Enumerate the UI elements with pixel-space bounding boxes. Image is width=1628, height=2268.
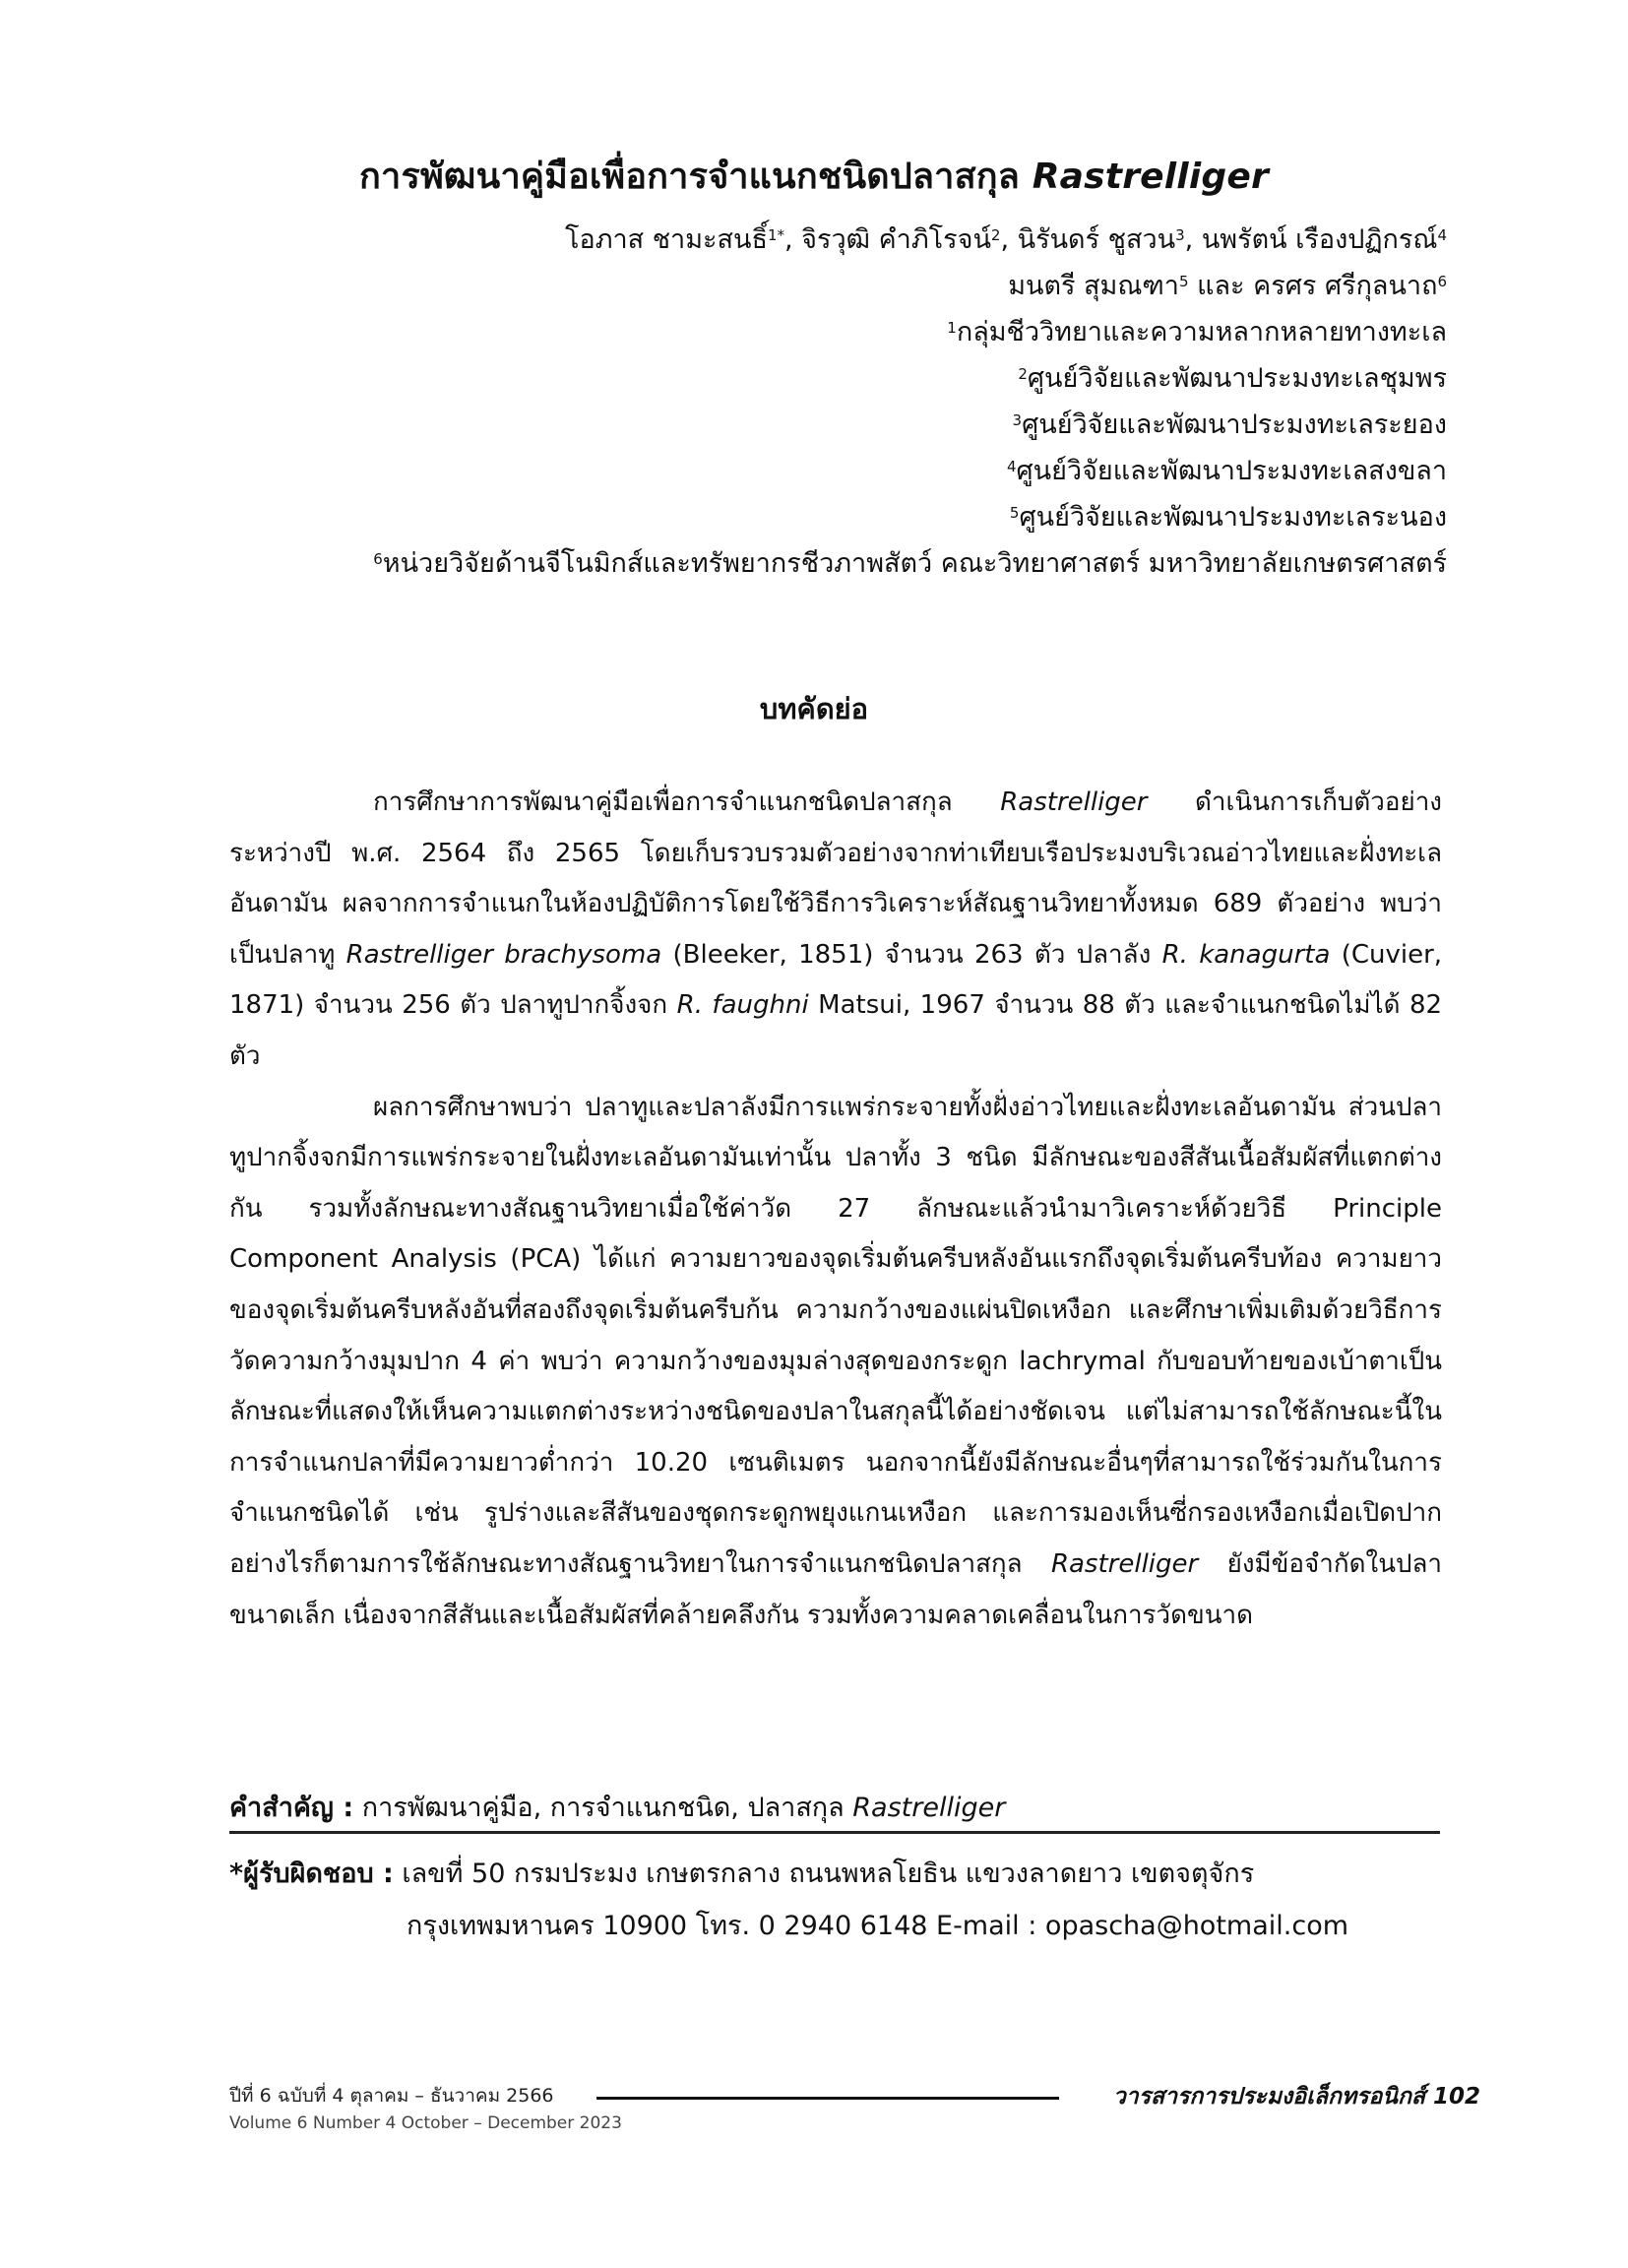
issue-thai: ปีที่ 6 ฉบับที่ 4 ตุลาคม – ธันวาคม 2566	[229, 2085, 554, 2107]
paper-title: การพัฒนาคู่มือเพื่อการจำแนกชนิดปลาสกุล Rastrelliger	[359, 157, 1269, 197]
footer-issue	[229, 2082, 622, 2137]
corresponding-label: *ผู้รับผิดชอบ :	[229, 1858, 394, 1889]
author-name: ครศร ศรีกุลนาถ	[1253, 271, 1438, 301]
corresponding-contact: กรุงเทพมหานคร 10900 โทร. 0 2940 6148 E-mail : opascha@hotmail.com	[407, 1911, 1349, 1941]
author-name: โอภาส ชามะสนธิ์	[564, 224, 768, 255]
footer-divider	[596, 2097, 1059, 2100]
author-line-2: มนตรี สุมณฑา$^5$ และ ครศร ศรีกุลนาถ$^6$	[1008, 271, 1447, 301]
genus-name: Rastrelliger	[852, 1793, 1006, 1823]
page-number: 102	[1432, 2084, 1480, 2110]
issue-english: Volume 6 Number 4 October – December 2023	[229, 2113, 622, 2133]
abstract-paragraph-1: การศึกษาการพัฒนาคู่มือเพื่อการจำแนกชนิดปลาสกุล Rastrelliger ดำเนินการเก็บตัวอย่างระหว่างปี พ.ศ. 2564 ถึง 2565 โดยเก็บรวบรวมตัวอย่างจากท่าเทียบเรือประมงบริเวณอ่าวไทยและฝั่งทะเลอันดามัน ผลจากการจำแนกในห้องปฏิบัติการโดยใช้วิธีการวิเคราะห์สัณฐานวิทยาทั้งหมด 689 ตัวอย่าง พบว่าเป็นปลาทู Rastrelliger brachysoma (Bleeker, 1851) จำนวน 263 ตัว ปลาลัง R. kanagurta (Cuvier, 1871) จำนวน 256 ตัว ปลาทูปากจิ้งจก R. faughni Matsui, 1967 จำนวน 88 ตัว และจำแนกชนิดไม่ได้ 82 ตัว	[229, 788, 1443, 1071]
title-genus: Rastrelliger	[1032, 157, 1269, 197]
genus-name: Rastrelliger	[1050, 1548, 1199, 1579]
species-name: R. faughni	[676, 990, 809, 1021]
section-divider	[229, 1831, 1440, 1834]
affiliation: $^5$ศูนย์วิจัยและพัฒนาประมงทะเลระนอง	[1009, 502, 1447, 533]
author-name: นพรัตน์ เรืองปฏิกรณ์	[1201, 224, 1438, 255]
affiliation: $^6$หน่วยวิจัยด้านจีโนมิกส์และทรัพยากรชีวภาพสัตว์ คณะวิทยาศาสตร์ มหาวิทยาลัยเกษตรศาสตร์	[373, 548, 1447, 579]
abstract-body	[229, 778, 1442, 1641]
affiliation: $^4$ศูนย์วิจัยและพัฒนาประมงทะเลสงขลา	[1006, 456, 1447, 486]
corresponding-address: เลขที่ 50 กรมประมง เกษตรกลาง ถนนพหลโยธิน แขวงลาดยาว เขตจตุจักร	[402, 1858, 1255, 1889]
author-line-1: โอภาส ชามะสนธิ์$^{1*}$, จิรวุฒิ คำภิโรจน์$^2$, นิรันดร์ ชูสวน$^3$, นพรัตน์ เรืองปฏิกรณ์$^4$	[564, 224, 1447, 255]
journal-name: วารสารการประมงอิเล็กทรอนิกส์	[1112, 2084, 1425, 2110]
keywords-label: คำสำคัญ :	[229, 1793, 354, 1823]
author-block	[373, 217, 1447, 587]
corresponding-author	[229, 1848, 1348, 1952]
keywords: คำสำคัญ : การพัฒนาคู่มือ, การจำแนกชนิด, ปลาสกุล Rastrelliger	[229, 1793, 1006, 1823]
abstract-paragraph-2: ผลการศึกษาพบว่า ปลาทูและปลาลังมีการแพร่กระจายทั้งฝั่งอ่าวไทยและฝั่งทะเลอันดามัน ส่วนปลาทูปากจิ้งจกมีการแพร่กระจายในฝั่งทะเลอันดามันเท่านั้น ปลาทั้ง 3 ชนิด มีลักษณะของสีสันเนื้อสัมผัสที่แตกต่างกัน รวมทั้งลักษณะทางสัณฐานวิทยาเมื่อใช้ค่าวัด 27 ลักษณะแล้วนำมาวิเคราะห์ด้วยวิธี Principle Component Analysis (PCA) ได้แก่ ความยาวของจุดเริ่มต้นครีบหลังอันแรกถึงจุดเริ่มต้นครีบท้อง ความยาวของจุดเริ่มต้นครีบหลังอันที่สองถึงจุดเริ่มต้นครีบก้น ความกว้างของแผ่นปิดเหงือก และศึกษาเพิ่มเติมด้วยวิธีการวัดความกว้างมุมปาก 4 ค่า พบว่า ความกว้างของมุมล่างสุดของกระดูก lachrymal กับขอบท้ายของเบ้าตาเป็นลักษณะที่แสดงให้เห็นความแตกต่างระหว่างชนิดของปลาในสกุลนี้ได้อย่างชัดเจน แต่ไม่สามารถใช้ลักษณะนี้ในการจำแนกปลาที่มีความยาวต่ำกว่า 10.20 เซนติเมตร นอกจากนี้ยังมีลักษณะอื่นๆที่สามารถใช้ร่วมกันในการจำแนกชนิดได้ เช่น รูปร่างและสีสันของชุดกระดูกพยุงแกนเหงือก และการมองเห็นซี่กรองเหงือกเมื่อเปิดปาก อย่างไรก็ตามการใช้ลักษณะทางสัณฐานวิทยาในการจำแนกชนิดปลาสกุล Rastrelliger ยังมีข้อจำกัดในปลาขนาดเล็ก เนื่องจากสีสันและเนื้อสัมผัสที่คล้ายคลึงกัน รวมทั้งความคลาดเคลื่อนในการวัดขนาด	[229, 1092, 1443, 1630]
author-name: นิรันดร์ ชูสวน	[1017, 224, 1176, 255]
affiliation: $^1$กลุ่มชีววิทยาและความหลากหลายทางทะเล	[947, 317, 1447, 347]
genus-name: Rastrelliger	[1000, 788, 1148, 817]
species-name: Rastrelliger brachysoma	[345, 939, 662, 970]
footer-journal	[1113, 2079, 1480, 2114]
affiliation: $^2$ศูนย์วิจัยและพัฒนาประมงทะเลชุมพร	[1018, 363, 1447, 394]
abstract-heading: บทคัดย่อ	[759, 692, 869, 725]
author-name: มนตรี สุมณฑา	[1008, 271, 1179, 301]
species-name: R. kanagurta	[1161, 939, 1331, 970]
affiliation: $^3$ศูนย์วิจัยและพัฒนาประมงทะเลระยอง	[1012, 410, 1447, 440]
author-name: จิรวุฒิ คำภิโรจน์	[801, 224, 991, 255]
